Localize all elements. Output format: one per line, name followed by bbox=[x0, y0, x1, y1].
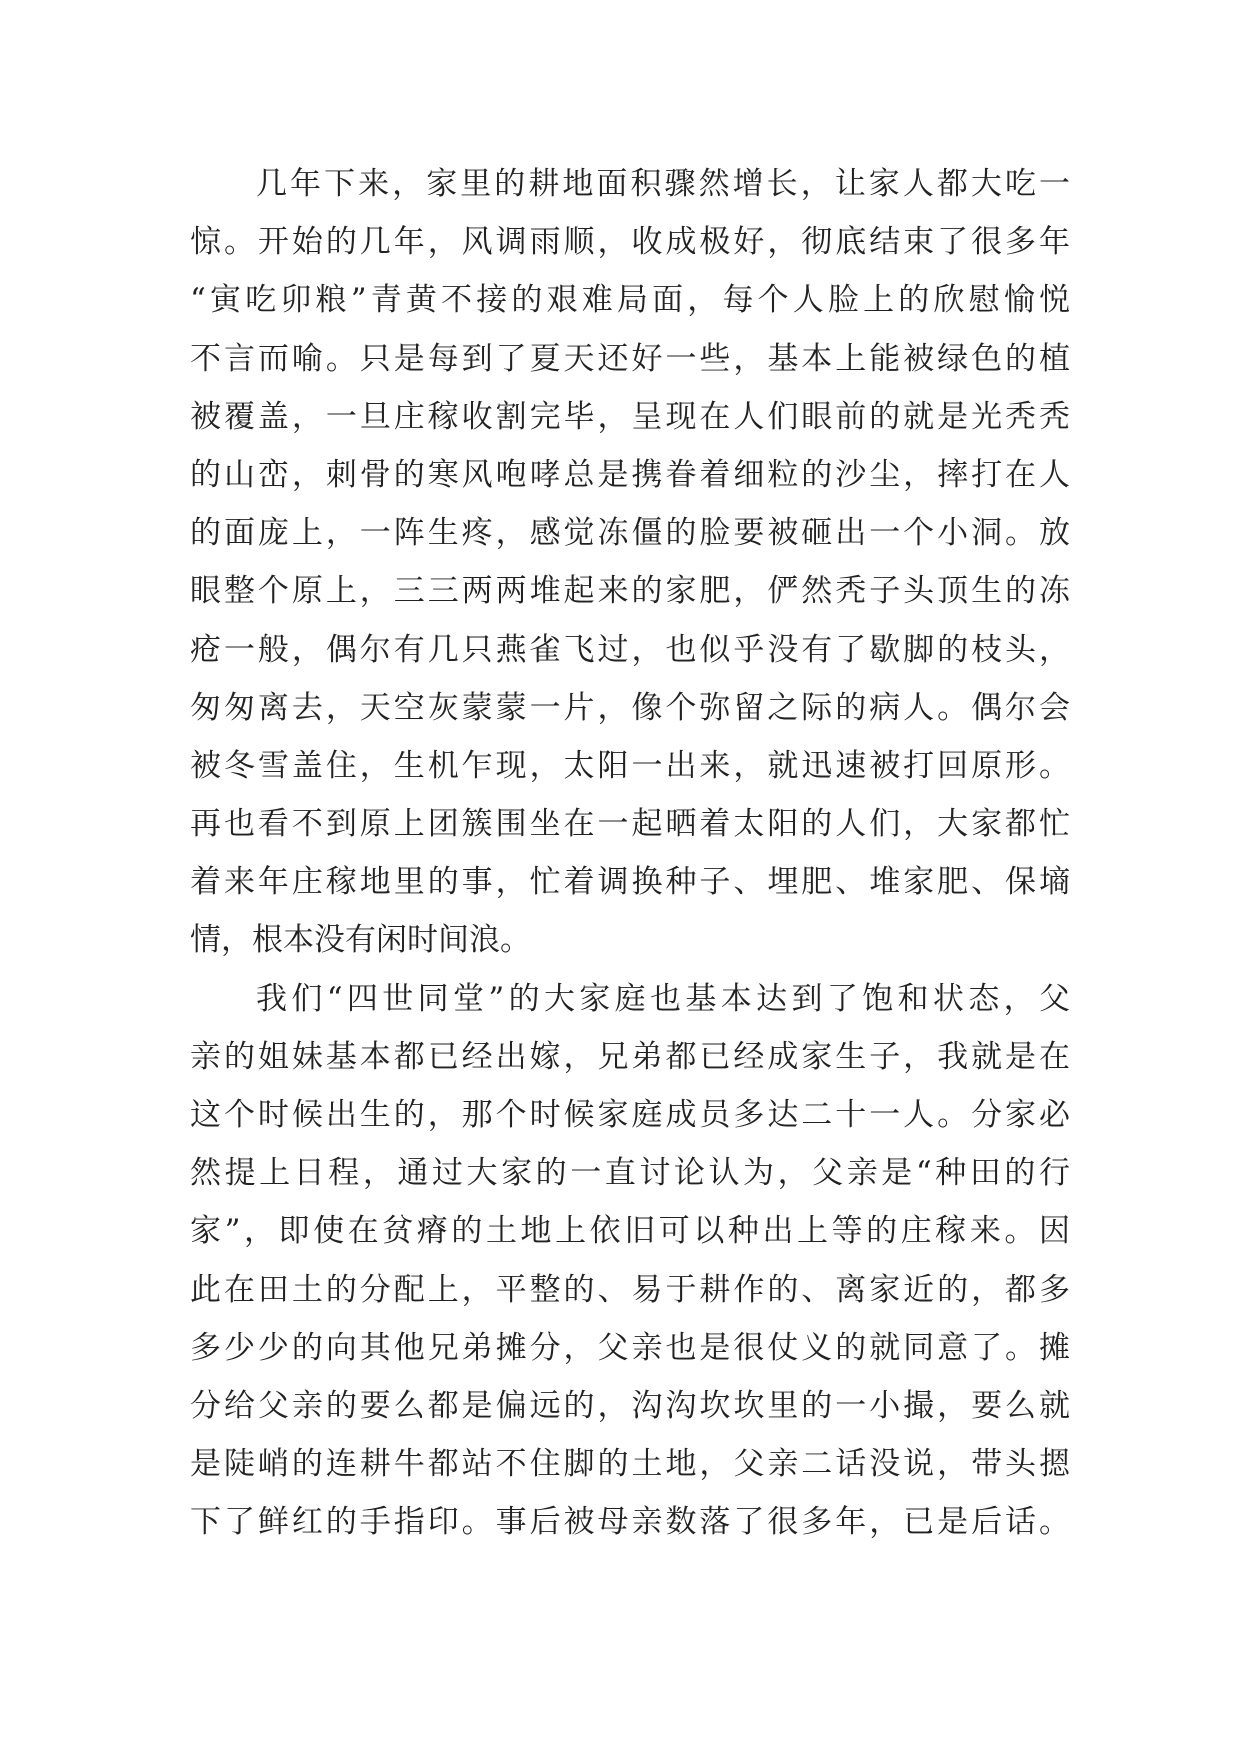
paragraph-1-line: 几年下来，家里的耕地面积骤然增长，让家人都大吃一 bbox=[256, 166, 1070, 202]
paragraph-1-line: 情，根本没有闲时间浪。 bbox=[190, 922, 531, 959]
paragraph-2-line: 下了鲜红的手指印。事后被母亲数落了很多年，已是后话。 bbox=[190, 1504, 1070, 1541]
paragraph-1-line: 不言而喻。只是每到了夏天还好一些，基本上能被绿色的植 bbox=[190, 340, 1070, 377]
paragraph-1-line: 被冬雪盖住，生机乍现，太阳一出来，就迅速被打回原形。 bbox=[190, 747, 1070, 784]
paragraph-2-line: 家”，即使在贫瘠的土地上依旧可以种出上等的庄稼来。因 bbox=[190, 1213, 1070, 1250]
paragraph-1-line: 被覆盖，一旦庄稼收割完毕，呈现在人们眼前的就是光秃秃 bbox=[190, 398, 1070, 435]
paragraph-2-line: 是陡峭的连耕牛都站不住脚的土地，父亲二话没说，带头摁 bbox=[190, 1446, 1070, 1483]
paragraph-2-line: 我们“四世同堂”的大家庭也基本达到了饱和状态，父 bbox=[256, 980, 1070, 1017]
paragraph-2-line: 分给父亲的要么都是偏远的，沟沟坎坎里的一小撮，要么就 bbox=[190, 1387, 1070, 1424]
paragraph-1-line: 再也看不到原上团簇围坐在一起晒着太阳的人们，大家都忙 bbox=[190, 806, 1070, 843]
paragraph-2-line: 此在田土的分配上，平整的、易于耕作的、离家近的，都多 bbox=[190, 1271, 1070, 1308]
paragraph-2-line: 然提上日程，通过大家的一直讨论认为，父亲是“种田的行 bbox=[190, 1155, 1070, 1192]
body-text bbox=[190, 155, 1070, 1552]
paragraph-1-line: “寅吃卯粮”青黄不接的艰难局面，每个人脸上的欣慰愉悦 bbox=[190, 282, 1070, 319]
paragraph-2-line: 多少少的向其他兄弟摊分，父亲也是很仗义的就同意了。摊 bbox=[190, 1329, 1070, 1366]
paragraph-1-line: 疮一般，偶尔有几只燕雀飞过，也似乎没有了歇脚的枝头， bbox=[190, 631, 1070, 668]
paragraph-2-line: 亲的姐妹基本都已经出嫁，兄弟都已经成家生子，我就是在 bbox=[190, 1038, 1070, 1075]
paragraph-1-line: 的山峦，刺骨的寒风咆哮总是携眷着细粒的沙尘，摔打在人 bbox=[190, 456, 1070, 493]
paragraph-1-line: 惊。开始的几年，风调雨顺，收成极好，彻底结束了很多年 bbox=[190, 224, 1070, 261]
paragraph-1-line: 的面庞上，一阵生疼，感觉冻僵的脸要被砸出一个小洞。放 bbox=[190, 515, 1070, 552]
paragraph-2-line: 这个时候出生的，那个时候家庭成员多达二十一人。分家必 bbox=[190, 1097, 1070, 1133]
paragraph-1-line: 着来年庄稼地里的事，忙着调换种子、埋肥、堆家肥、保墒 bbox=[190, 864, 1070, 901]
paragraph-1-line: 眼整个原上，三三两两堆起来的家肥，俨然秃子头顶生的冻 bbox=[190, 573, 1070, 610]
paragraph-1-line: 匆匆离去，天空灰蒙蒙一片，像个弥留之际的病人。偶尔会 bbox=[190, 689, 1070, 726]
